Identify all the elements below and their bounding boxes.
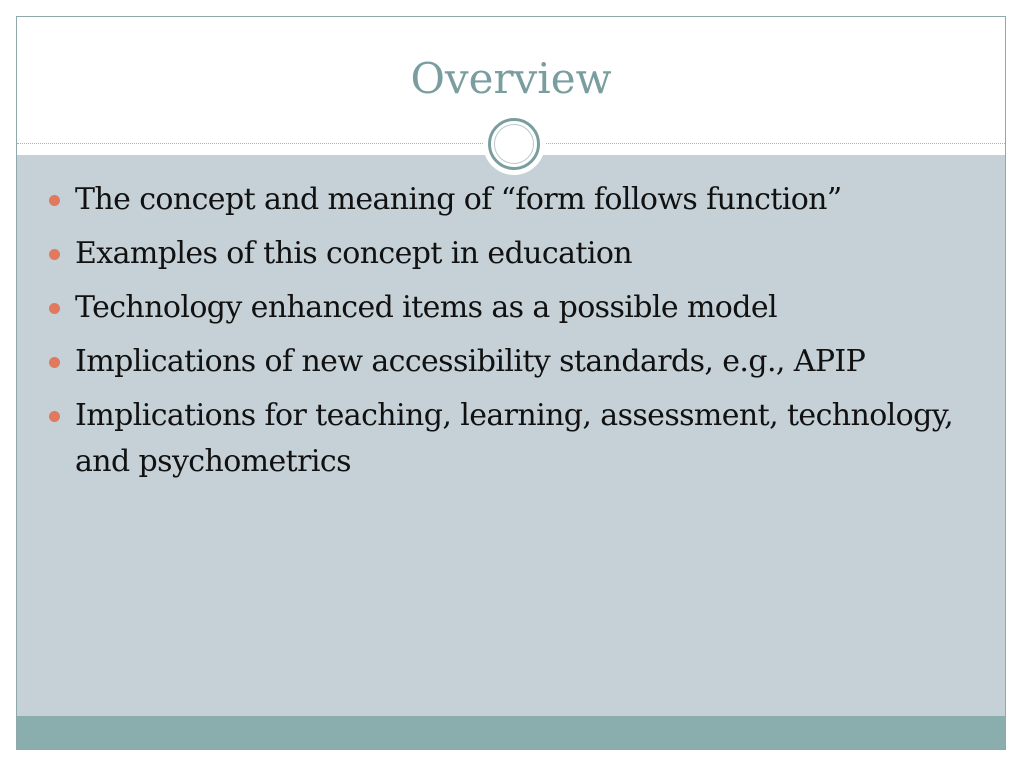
slide-title: Overview bbox=[410, 54, 612, 103]
footer-bar bbox=[17, 716, 1005, 750]
bullet-icon bbox=[49, 357, 60, 368]
bullet-icon bbox=[49, 195, 60, 206]
list-item bbox=[47, 285, 967, 331]
list-item bbox=[47, 339, 967, 385]
bullet-list bbox=[47, 177, 967, 493]
bullet-text: The concept and meaning of “form follows function” bbox=[75, 182, 842, 217]
ornament-inner-ring bbox=[494, 124, 534, 164]
list-item bbox=[47, 177, 967, 223]
bullet-text: Technology enhanced items as a possible model bbox=[75, 290, 778, 325]
slide bbox=[16, 16, 1006, 750]
bullet-icon bbox=[49, 249, 60, 260]
bullet-text: Implications of new accessibility standards, e.g., APIP bbox=[75, 344, 866, 379]
bullet-icon bbox=[49, 303, 60, 314]
bullet-icon bbox=[49, 411, 60, 422]
bullet-text: Examples of this concept in education bbox=[75, 236, 633, 271]
bullet-text: Implications for teaching, learning, assessment, technology, and psychometrics bbox=[75, 398, 954, 479]
list-item bbox=[47, 393, 967, 485]
list-item bbox=[47, 231, 967, 277]
